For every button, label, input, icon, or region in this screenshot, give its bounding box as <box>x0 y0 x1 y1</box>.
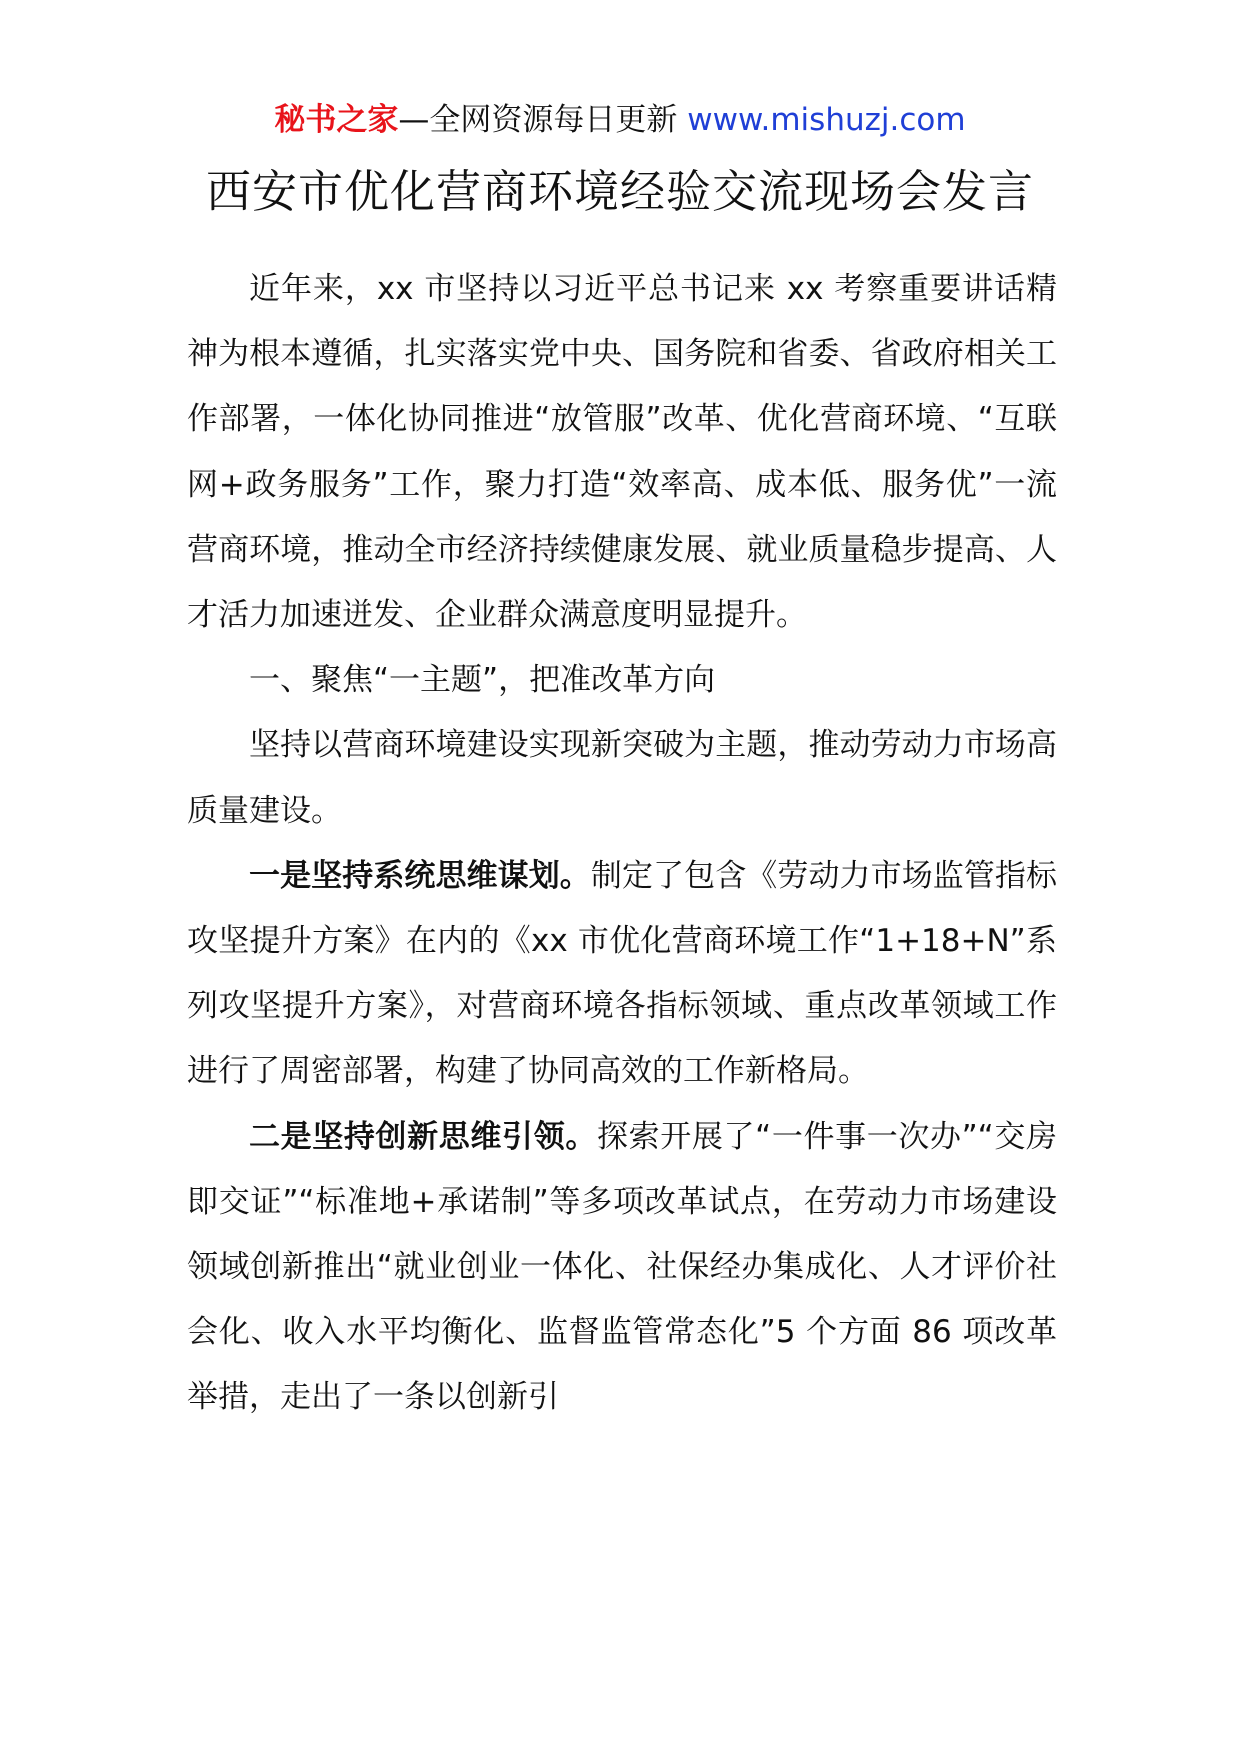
section-1-paragraph: 坚持以营商环境建设实现新突破为主题，推动劳动力市场高质量建设。 <box>187 727 1057 829</box>
point-1-lead: 一是坚持系统思维谋划。 <box>249 857 591 894</box>
site-tagline: —全网资源每日更新 <box>398 102 678 138</box>
document-body <box>187 257 1057 1431</box>
point-1-paragraph <box>187 844 1057 1105</box>
point-2-lead: 二是坚持创新思维引领。 <box>249 1118 597 1155</box>
point-1-text: 制定了包含《劳动力市场监管指标攻坚提升方案》在内的《xx 市优化营商环境工作“1+18+N”系列攻坚提升方案》，对营商环境各指标领域、重点改革领域工作进行了周密部署，构建了协同高效的工作新格局。 <box>187 857 1058 1090</box>
section-heading-1: 一、聚焦“一主题”，把准改革方向 <box>249 662 716 699</box>
site-url-link[interactable]: www.mishuzj.com <box>687 102 966 138</box>
intro-paragraph: 近年来，xx 市坚持以习近平总书记来 xx 考察重要讲话精神为根本遵循，扎实落实党中央、国务院和省委、省政府相关工作部署，一体化协同推进“放管服”改革、优化营商环境、“互联网+政务服务”工作，聚力打造“效率高、成本低、服务优”一流营商环境，推动全市经济持续健康发展、就业质量稳步提高、人才活力加速迸发、企业群众满意度明显提升。 <box>187 271 1057 634</box>
brand-name: 秘书之家 <box>274 102 399 138</box>
point-2-text: 探索开展了“一件事一次办”“交房即交证”“标准地+承诺制”等多项改革试点，在劳动力市场建设领域创新推出“就业创业一体化、社保经办集成化、人才评价社会化、收入水平均衡化、监督监管常态化”5 个方面 86 项改革举措，走出了一条以创新引 <box>187 1118 1058 1416</box>
site-header <box>0 100 1240 140</box>
point-2-paragraph <box>187 1105 1057 1431</box>
document-title: 西安市优化营商环境经验交流现场会发言 <box>205 165 1034 218</box>
